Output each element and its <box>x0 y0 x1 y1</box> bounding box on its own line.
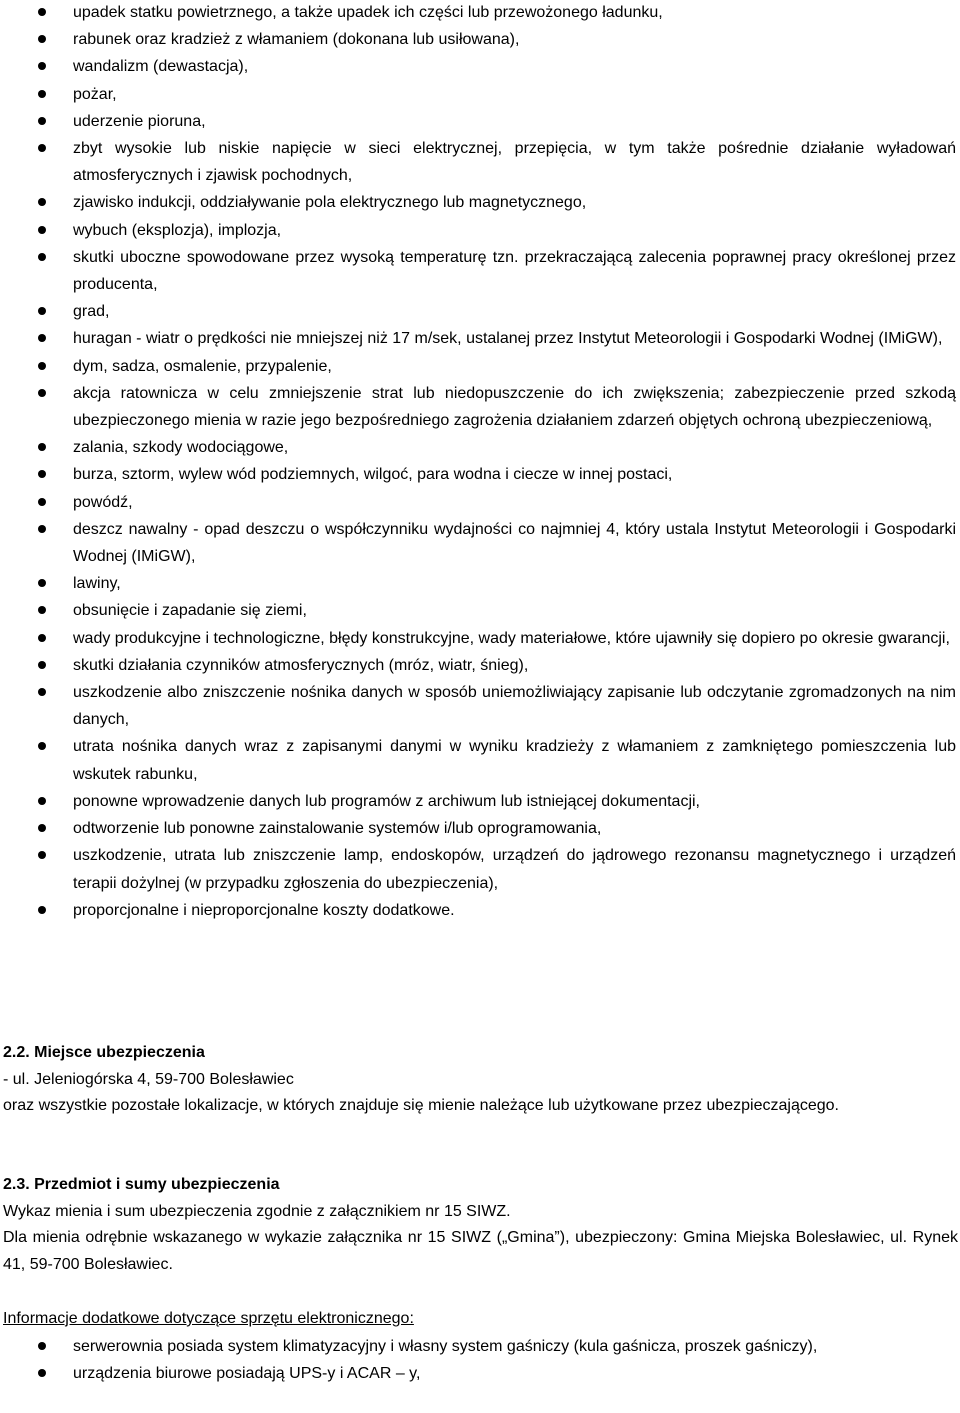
list-item <box>0 244 960 298</box>
list-item-text: grad, <box>73 303 110 321</box>
list-item <box>0 733 960 787</box>
list-item-text: zjawisko indukcji, oddziaływanie pola elektrycznego lub magnetycznego, <box>73 194 587 212</box>
list-item <box>0 788 960 815</box>
list-item-text: akcja ratownicza w celu zmniejszenie strat lub niedopuszczenie do ich zwiększenia; zabezpieczenie przed szkodą ubezpieczonego mienia w razie jego bezpośredniego zagrożenia działaniem zdarzeń objętych ochroną ubezpieczeniową, <box>73 384 956 430</box>
bullet-icon <box>38 525 46 533</box>
bullet-icon <box>38 389 46 397</box>
list-item <box>0 108 960 135</box>
list-item <box>0 625 960 652</box>
list-item-text: odtworzenie lub ponowne zainstalowanie systemów i/lub oprogramowania, <box>73 820 602 838</box>
bullet-icon <box>38 797 46 805</box>
list-item-text: dym, sadza, osmalenie, przypalenie, <box>73 357 332 375</box>
list-item <box>0 298 960 325</box>
section-heading: 2.3. Przedmiot i sumy ubezpieczenia <box>3 1176 280 1193</box>
bullet-icon <box>38 579 46 587</box>
list-item-text: pożar, <box>73 85 117 103</box>
list-item <box>0 26 960 53</box>
bullet-icon <box>38 443 46 451</box>
location-address: - ul. Jeleniogórska 4, 59-700 Bolesławiec <box>3 1070 294 1088</box>
bullet-icon <box>38 470 46 478</box>
section-insurance-location <box>3 1040 958 1120</box>
bullet-icon <box>38 8 46 16</box>
electronics-info-heading-block <box>3 1306 958 1333</box>
bullet-icon <box>38 851 46 859</box>
list-item <box>0 1333 960 1360</box>
list-item <box>0 516 960 570</box>
bullet-icon <box>38 35 46 43</box>
list-item <box>0 135 960 189</box>
bullet-icon <box>38 906 46 914</box>
list-item-text: rabunek oraz kradzież z włamaniem (dokonana lub usiłowana), <box>73 31 520 49</box>
list-item <box>0 217 960 244</box>
electronics-info-list <box>0 1333 960 1387</box>
list-item-text: zbyt wysokie lub niskie napięcie w sieci elektrycznej, przepięcia, w tym także pośrednie działanie wyładowań atmosferycznych i zjawisk pochodnych, <box>73 140 956 185</box>
list-item <box>0 81 960 108</box>
list-item <box>0 679 960 733</box>
list-item <box>0 0 960 26</box>
list-item <box>0 353 960 380</box>
bullet-icon <box>38 198 46 206</box>
list-item-text: proporcjonalne i nieproporcjonalne koszty dodatkowe. <box>73 901 455 919</box>
list-item <box>0 53 960 80</box>
list-item <box>0 380 960 434</box>
list-item-text: lawiny, <box>73 575 121 593</box>
list-item <box>0 842 960 896</box>
list-item-text: deszcz nawalny - opad deszczu o współczynniku wydajności co najmniej 4, który ustala Instytut Meteorologii i Gospodarki Wodnej (IMiGW), <box>73 520 956 566</box>
list-item <box>0 570 960 597</box>
list-item <box>0 652 960 679</box>
list-item-text: ponowne wprowadzenie danych lub programów z archiwum lub istniejącej dokumentacji, <box>73 792 700 810</box>
list-item <box>0 434 960 461</box>
list-item-text: urządzenia biurowe posiadają UPS-y i ACAR – y, <box>73 1365 421 1382</box>
bullet-icon <box>38 498 46 506</box>
list-item <box>0 489 960 516</box>
subject-line-1: Wykaz mienia i sum ubezpieczenia zgodnie z załącznikiem nr 15 SIWZ. <box>3 1202 511 1220</box>
bullet-icon <box>38 62 46 70</box>
list-item-text: wady produkcyjne i technologiczne, błędy konstrukcyjne, wady materiałowe, które ujawniły się dopiero po okresie gwarancji, <box>73 629 950 647</box>
bullet-icon <box>38 606 46 614</box>
list-item-text: skutki działania czynników atmosferycznych (mróz, wiatr, śnieg), <box>73 656 529 674</box>
list-item-text: obsunięcie i zapadanie się ziemi, <box>73 602 307 620</box>
section-insured-subject <box>3 1172 958 1278</box>
bullet-icon <box>38 90 46 98</box>
list-item-text: uszkodzenie albo zniszczenie nośnika danych w sposób uniemożliwiający zapisanie lub odczytanie zgromadzonych na nim danych, <box>73 684 956 729</box>
list-item <box>0 1360 960 1387</box>
list-item-text: utrata nośnika danych wraz z zapisanymi danymi w wyniku kradzieży z włamaniem z zamkniętego pomieszczenia lub wskutek rabunku, <box>73 738 956 783</box>
subject-line-2: Dla mienia odrębnie wskazanego w wykazie załącznika nr 15 SIWZ („Gmina”), ubezpieczony: Gmina Miejska Bolesławiec, ul. Rynek 41, 59-700 Bolesławiec. <box>3 1229 958 1273</box>
bullet-icon <box>38 634 46 642</box>
list-item <box>0 815 960 842</box>
list-item <box>0 597 960 624</box>
bullet-icon <box>38 1342 46 1350</box>
bullet-icon <box>38 334 46 342</box>
bullet-icon <box>38 253 46 261</box>
list-item <box>0 189 960 216</box>
list-item <box>0 897 960 924</box>
list-item-text: uderzenie pioruna, <box>73 112 206 130</box>
bullet-icon <box>38 307 46 315</box>
list-item-text: skutki uboczne spowodowane przez wysoką temperaturę tzn. przekraczającą zalecenia poprawnej pracy określonej przez producenta, <box>73 248 956 294</box>
section-heading: 2.2. Miejsce ubezpieczenia <box>3 1044 205 1061</box>
list-item-text: upadek statku powietrznego, a także upadek ich części lub przewożonego ładunku, <box>73 4 663 21</box>
list-item-text: serwerownia posiada system klimatyzacyjny i własny system gaśniczy (kula gaśnicza, proszek gaśniczy), <box>73 1338 818 1355</box>
list-item-text: wandalizm (dewastacja), <box>73 58 249 76</box>
list-item-text: uszkodzenie, utrata lub zniszczenie lamp, endoskopów, urządzeń do jądrowego rezonansu magnetycznego i urządzeń terapii dożylnej (w przypadku zgłoszenia do ubezpieczenia), <box>73 847 956 892</box>
list-item-text: huragan - wiatr o prędkości nie mniejszej niż 17 m/sek, ustalanej przez Instytut Meteorologii i Gospodarki Wodnej (IMiGW), <box>73 330 943 348</box>
bullet-icon <box>38 661 46 669</box>
electronics-info-heading: Informacje dodatkowe dotyczące sprzętu elektronicznego: <box>3 1310 414 1327</box>
list-item-text: powódź, <box>73 493 133 511</box>
bullet-icon <box>38 144 46 152</box>
bullet-icon <box>38 824 46 832</box>
location-description: oraz wszystkie pozostałe lokalizacje, w których znajduje się mienie należące lub użytkowane przez ubezpieczającego. <box>3 1097 839 1114</box>
bullet-icon <box>38 117 46 125</box>
list-item-text: zalania, szkody wodociągowe, <box>73 439 289 457</box>
bullet-icon <box>38 742 46 750</box>
list-item-text: wybuch (eksplozja), implozja, <box>73 221 282 239</box>
bullet-icon <box>38 1369 46 1377</box>
bullet-icon <box>38 362 46 370</box>
list-item <box>0 325 960 352</box>
bullet-icon <box>38 688 46 696</box>
bullet-icon <box>38 226 46 234</box>
list-item <box>0 461 960 488</box>
list-item-text: burza, sztorm, wylew wód podziemnych, wilgoć, para wodna i ciecze w innej postaci, <box>73 466 673 484</box>
